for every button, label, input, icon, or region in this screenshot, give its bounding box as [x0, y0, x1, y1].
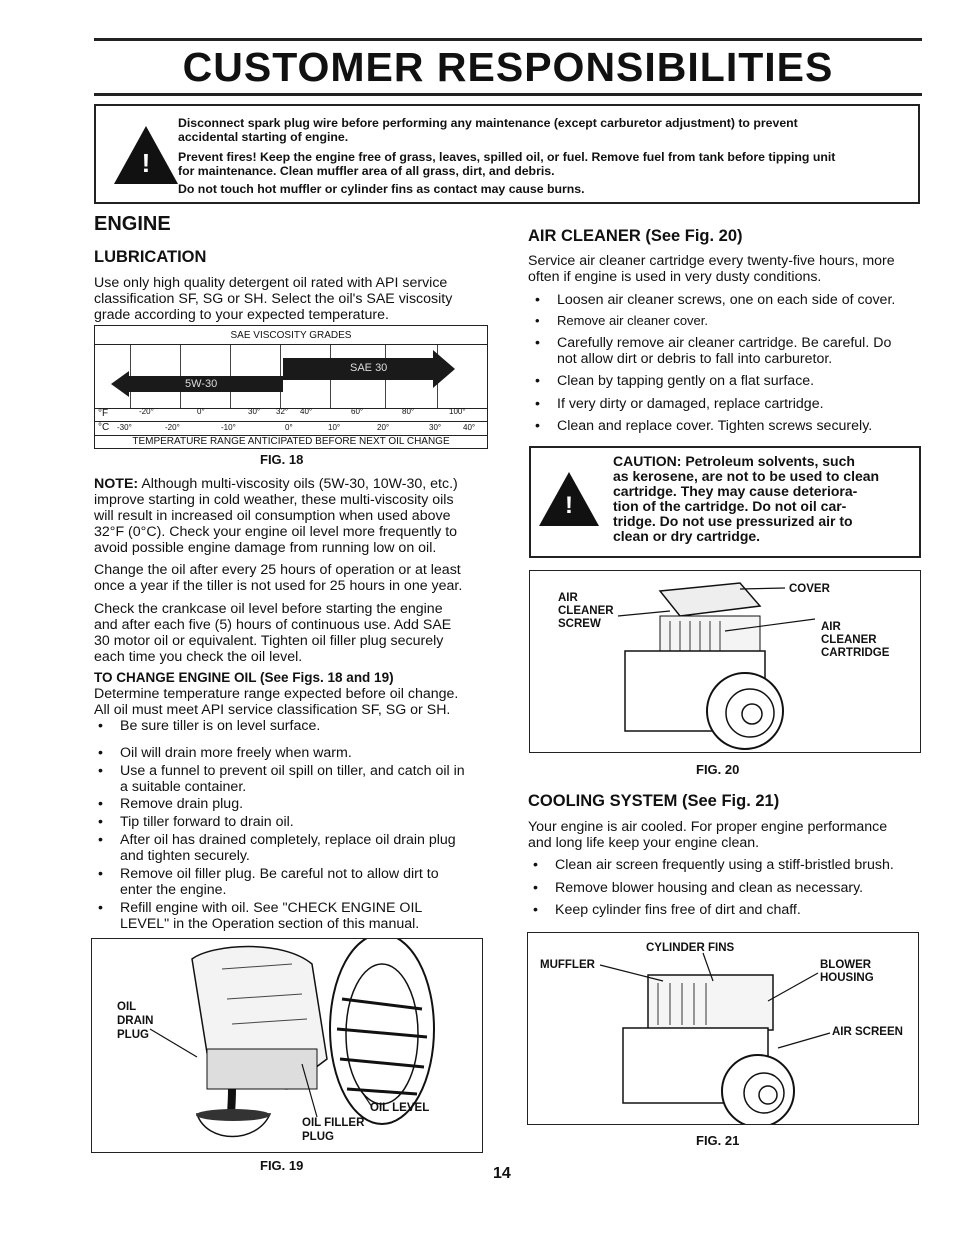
fig21-caption: FIG. 21	[696, 1133, 740, 1148]
list-item: • Clean and replace cover. Tighten screws securely.	[557, 418, 872, 434]
tiller-oil-drain-drawing	[92, 939, 482, 1152]
cylinder-fins-label: CYLINDER FINS	[646, 942, 735, 954]
w5w30-label: 5W-30	[185, 378, 218, 390]
list-item: • Use a funnel to prevent oil spill on tiller, and catch oil in a suitable container.	[120, 763, 465, 795]
top-rule	[94, 38, 922, 41]
w5w30-arrowhead	[111, 371, 129, 397]
warning-line: for maintenance. Clean muffler area of all grass, dirt, and debris.	[178, 164, 555, 178]
celsius-unit: °C	[98, 422, 110, 433]
c-tick: 30°	[429, 423, 442, 432]
air-cartridge-label: AIR	[821, 621, 841, 633]
warning-line: accidental starting of engine.	[178, 130, 349, 144]
cooling-heading: COOLING SYSTEM (See Fig. 21)	[528, 792, 780, 810]
c-tick: 10°	[328, 423, 341, 432]
list-item: • Clean air screen frequently using a stiff-bristled brush.	[555, 857, 894, 873]
c-tick: 0°	[285, 423, 293, 432]
sae30-label: SAE 30	[350, 362, 388, 374]
lubrication-heading: LUBRICATION	[94, 248, 207, 266]
change-oil-heading: TO CHANGE ENGINE OIL (See Figs. 18 and 19)	[94, 670, 394, 685]
list-item: • Be sure tiller is on level surface.	[120, 718, 320, 734]
list-item: • Keep cylinder fins free of dirt and chaff.	[555, 902, 801, 918]
fig19-caption: FIG. 19	[260, 1158, 304, 1173]
viscosity-chart	[94, 325, 488, 449]
oil-level-label: OIL LEVEL	[370, 1102, 430, 1114]
fig20-caption: FIG. 20	[696, 762, 740, 777]
note-paragraph: NOTE: Although multi-viscosity oils (5W-30, 10W-30, etc.) improve starting in cold weather, these multi-viscosity oils will result in increased oil consumption when used above 32°F (0°C). Check your engine oil level more frequently to avoid possible engine damage from running low on oil.	[94, 476, 458, 556]
air-cleaner-heading: AIR CLEANER (See Fig. 20)	[528, 227, 743, 245]
cleaner-cartridge-label: CLEANER	[821, 634, 877, 646]
f-tick: 60°	[351, 407, 364, 416]
fig19-illustration	[91, 938, 483, 1153]
muffler-label: MUFFLER	[540, 959, 595, 971]
c-tick: -10°	[221, 423, 236, 432]
f-tick: 32°	[276, 407, 289, 416]
air-cleaner-drawing	[530, 571, 920, 752]
f-tick: -20°	[139, 407, 154, 416]
drain-label: DRAIN	[117, 1015, 154, 1027]
warning-box	[94, 104, 920, 204]
fig20-illustration	[529, 570, 921, 753]
list-item: • Remove air cleaner cover.	[557, 313, 708, 329]
list-item: • Loosen air cleaner screws, one on each side of cover.	[557, 292, 895, 308]
list-item: • Refill engine with oil. See "CHECK ENGINE OIL LEVEL" in the Operation section of this manual.	[120, 900, 422, 932]
cover-label: COVER	[789, 583, 830, 595]
engine-heading: ENGINE	[94, 213, 171, 235]
cooling-intro: Your engine is air cooled. For proper engine performance and long life keep your engine clean.	[528, 819, 888, 851]
cartridge-label: CARTRIDGE	[821, 647, 890, 659]
caution-box	[529, 446, 921, 558]
exclamation-icon: !	[141, 148, 151, 178]
page-number: 14	[493, 1165, 511, 1182]
c-tick: 40°	[463, 423, 476, 432]
change-oil-intro: Determine temperature range expected before oil change. All oil must meet API service classification SF, SG or SH.	[94, 686, 459, 718]
cleaner-label: CLEANER	[558, 605, 614, 617]
chart-footer: TEMPERATURE RANGE ANTICIPATED BEFORE NEXT OIL CHANGE	[132, 436, 450, 447]
chart-title: SAE VISCOSITY GRADES	[230, 330, 352, 341]
lubrication-intro: Use only high quality detergent oil rated with API service classification SF, SG or SH. Select the oil's SAE viscosity grade according to your expected temperature.	[94, 275, 453, 323]
list-item: • Remove blower housing and clean as necessary.	[555, 880, 863, 896]
c-tick: -30°	[117, 423, 132, 432]
f-tick: 0°	[197, 407, 205, 416]
warning-line: Prevent fires! Keep the engine free of grass, leaves, spilled oil, or fuel. Remove fuel from tank before tipping unit	[178, 150, 836, 164]
list-item: • Remove oil filler plug. Be careful not to allow dirt to enter the engine.	[120, 866, 439, 898]
warning-line: Do not touch hot muffler or cylinder fins as contact may cause burns.	[178, 182, 585, 196]
check-paragraph: Check the crankcase oil level before starting the engine and after each five (5) hours of continuous use. Add SAE 30 motor oil or equivalent. Tighten oil filler plug securely each time you check the oil level.	[94, 601, 452, 665]
fig21-illustration	[527, 932, 919, 1125]
blower-label: BLOWER	[820, 959, 872, 971]
list-item: • Clean by tapping gently on a flat surface.	[557, 373, 814, 389]
oil-filler-plug-label: PLUG	[302, 1131, 334, 1143]
screw-label: SCREW	[558, 618, 601, 630]
caution-text: CAUTION: Petroleum solvents, such as kerosene, are not to be used to clean cartridge. They may cause deteriora- tion of the cartridge. Do not oil car- tridge. Do not use pressurized air to clean or dry cartridge.	[613, 453, 880, 544]
f-tick: 100°	[449, 407, 466, 416]
f-tick: 40°	[300, 407, 313, 416]
plug-label: PLUG	[117, 1029, 149, 1041]
list-item: • If very dirty or damaged, replace cartridge.	[557, 396, 824, 412]
list-item: • Oil will drain more freely when warm.	[120, 745, 352, 761]
oil-filler-label: OIL FILLER	[302, 1117, 365, 1129]
list-item: • After oil has drained completely, replace oil drain plug and tighten securely.	[120, 832, 456, 864]
air-label: AIR	[558, 592, 578, 604]
list-item: • Remove drain plug.	[120, 796, 243, 812]
fig18-caption: FIG. 18	[260, 452, 304, 467]
warning-line: Disconnect spark plug wire before performing any maintenance (except carburetor adjustment) to prevent	[178, 116, 798, 130]
change-paragraph: Change the oil after every 25 hours of operation or at least once a year if the tiller is not used for 25 hours in one year.	[94, 562, 463, 594]
oil-label: OIL	[117, 1001, 137, 1013]
sae30-arrowhead	[433, 350, 455, 388]
exclamation-icon: !	[565, 492, 573, 519]
f-tick: 80°	[402, 407, 415, 416]
c-tick: 20°	[377, 423, 390, 432]
list-item: • Carefully remove air cleaner cartridge. Be careful. Do not allow dirt or debris to fall into carburetor.	[557, 335, 891, 367]
c-tick: -20°	[165, 423, 180, 432]
f-tick: 30°	[248, 407, 261, 416]
title-rule	[94, 93, 922, 96]
page-title: CUSTOMER RESPONSIBILITIES	[182, 44, 834, 90]
housing-label: HOUSING	[820, 972, 874, 984]
fahrenheit-unit: °F	[98, 408, 109, 419]
list-item: • Tip tiller forward to drain oil.	[120, 814, 294, 830]
air-cleaner-intro: Service air cleaner cartridge every twenty-five hours, more often if engine is used in very dusty conditions.	[528, 253, 895, 285]
air-screen-label: AIR SCREEN	[832, 1026, 903, 1038]
